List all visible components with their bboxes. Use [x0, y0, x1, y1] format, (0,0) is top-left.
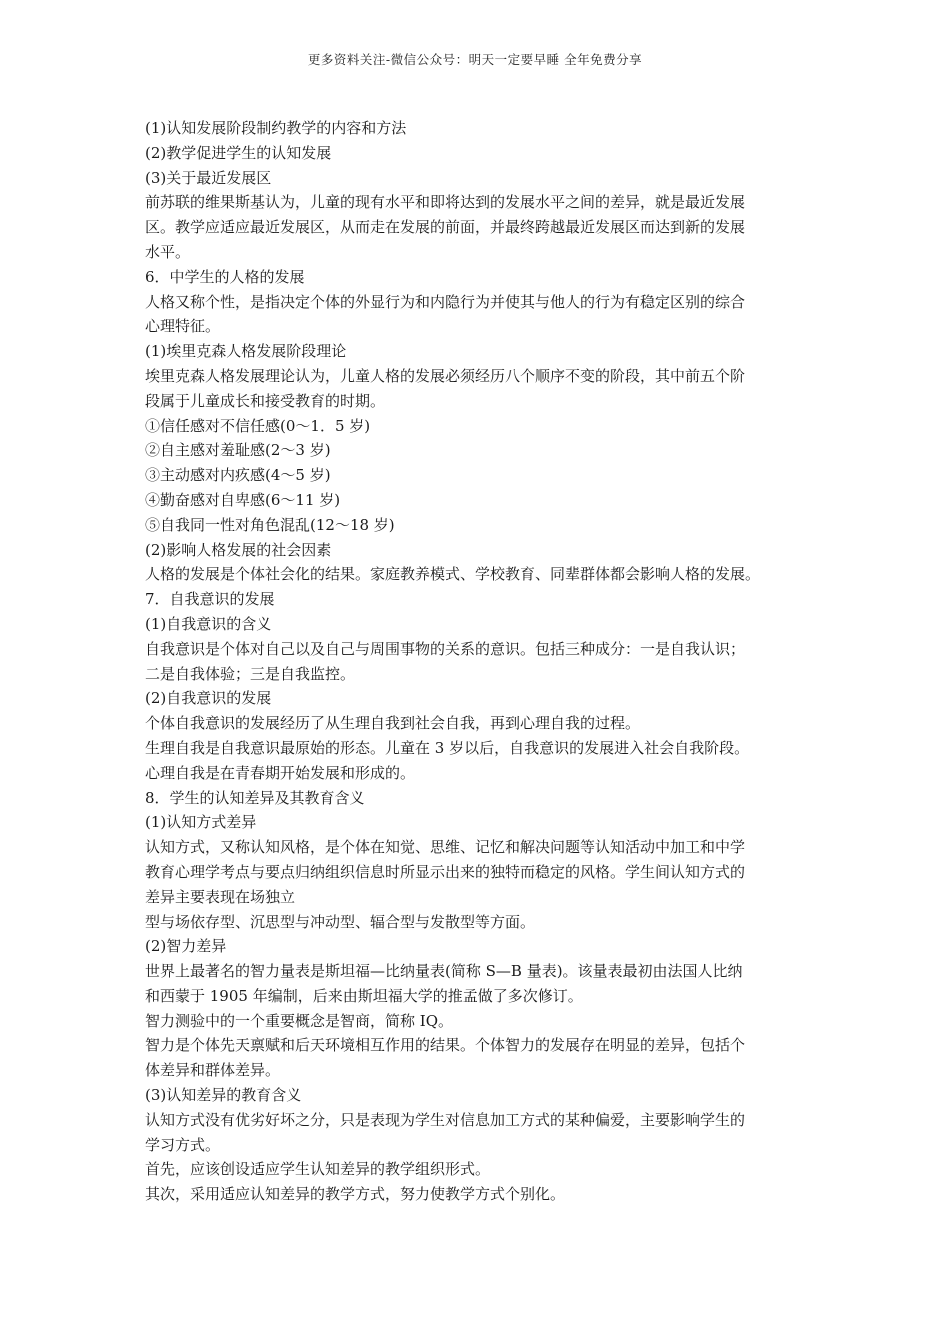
text-line: ①信任感对不信任感(0～1．5 岁): [145, 416, 371, 435]
document-body: [145, 116, 810, 1207]
text-line: 其次，采用适应认知差异的教学方式，努力使教学方式个别化。: [145, 1185, 566, 1204]
text-line: 世界上最著名的智力量表是斯坦福—比纳量表(简称 S—B 量表)。该量表最初由法国人比纳: [145, 962, 743, 981]
text-line: ⑤自我同一性对角色混乱(12～18 岁): [145, 515, 395, 534]
text-line: (2)自我意识的发展: [145, 689, 272, 708]
text-line: 型与场依存型、沉思型与冲动型、辐合型与发散型等方面。: [145, 912, 536, 931]
text-line: (3)关于最近发展区: [145, 168, 272, 187]
text-line: 心理自我是在青春期开始发展和形成的。: [145, 763, 416, 782]
text-line: ④勤奋感对自卑感(6～11 岁): [145, 490, 341, 509]
text-line: ②自主感对羞耻感(2～3 岁): [145, 441, 331, 460]
text-line: 人格的发展是个体社会化的结果。家庭教养模式、学校教育、同辈群体都会影响人格的发展。: [145, 565, 761, 584]
text-line: 自我意识是个体对自己以及自己与周围事物的关系的意识。包括三种成分：一是自我认识；: [145, 639, 746, 658]
text-line: (1)自我意识的含义: [145, 614, 272, 633]
text-line: 首先，应该创设适应学生认知差异的教学组织形式。: [145, 1160, 491, 1179]
text-line: 前苏联的维果斯基认为，儿童的现有水平和即将达到的发展水平之间的差异，就是最近发展: [145, 193, 746, 212]
text-line: 区。教学应适应最近发展区，从而走在发展的前面，并最终跨越最近发展区而达到新的发展: [145, 218, 746, 237]
text-line: 心理特征。: [145, 317, 221, 336]
text-line: 段属于儿童成长和接受教育的时期。: [145, 391, 386, 410]
text-line: (2)教学促进学生的认知发展: [145, 143, 332, 162]
text-line: (2)影响人格发展的社会因素: [145, 540, 332, 559]
text-line: (2)智力差异: [145, 937, 227, 956]
text-line: (3)认知差异的教育含义: [145, 1086, 302, 1105]
text-line: 7．自我意识的发展: [145, 590, 275, 609]
text-line: (1)认知发展阶段制约教学的内容和方法: [145, 119, 407, 137]
text-line: 认知方式，又称认知风格，是个体在知觉、思维、记忆和解决问题等认知活动中加工和中学: [145, 838, 746, 857]
text-line: 智力是个体先天禀赋和后天环境相互作用的结果。个体智力的发展存在明显的差异，包括个: [145, 1036, 746, 1055]
text-line: 智力测验中的一个重要概念是智商，简称 IQ。: [145, 1011, 453, 1030]
text-line: 差异主要表现在场独立: [145, 887, 296, 906]
text-line: 个体自我意识的发展经历了从生理自我到社会自我，再到心理自我的过程。: [145, 714, 641, 733]
page-header: 更多资料关注-微信公众号：明天一定要早睡 全年免费分享: [307, 52, 643, 67]
text-line: 生理自我是自我意识最原始的形态。儿童在 3 岁以后，自我意识的发展进入社会自我阶段。: [145, 738, 750, 757]
text-line: 教育心理学考点与要点归纳组织信息时所显示出来的独特而稳定的风格。学生间认知方式的: [145, 862, 746, 881]
text-line: 和西蒙于 1905 年编制，后来由斯坦福大学的推孟做了多次修订。: [145, 986, 583, 1005]
text-line: 8．学生的认知差异及其教育含义: [145, 788, 365, 807]
text-line: (1)埃里克森人格发展阶段理论: [145, 342, 347, 361]
text-line: 埃里克森人格发展理论认为，儿童人格的发展必须经历八个顺序不变的阶段，其中前五个阶: [145, 366, 746, 385]
text-line: 水平。: [145, 242, 191, 261]
text-line: ③主动感对内疚感(4～5 岁): [145, 466, 331, 485]
text-line: 体差异和群体差异。: [145, 1061, 281, 1080]
text-line: 人格又称个性，是指决定个体的外显行为和内隐行为并使其与他人的行为有稳定区别的综合: [145, 292, 746, 311]
text-line: 认知方式没有优劣好坏之分，只是表现为学生对信息加工方式的某种偏爱，主要影响学生的: [145, 1110, 746, 1129]
text-line: (1)认知方式差异: [145, 813, 257, 832]
text-line: 6．中学生的人格的发展: [145, 267, 305, 286]
text-line: 学习方式。: [145, 1135, 221, 1154]
text-line: 二是自我体验；三是自我监控。: [145, 664, 356, 683]
